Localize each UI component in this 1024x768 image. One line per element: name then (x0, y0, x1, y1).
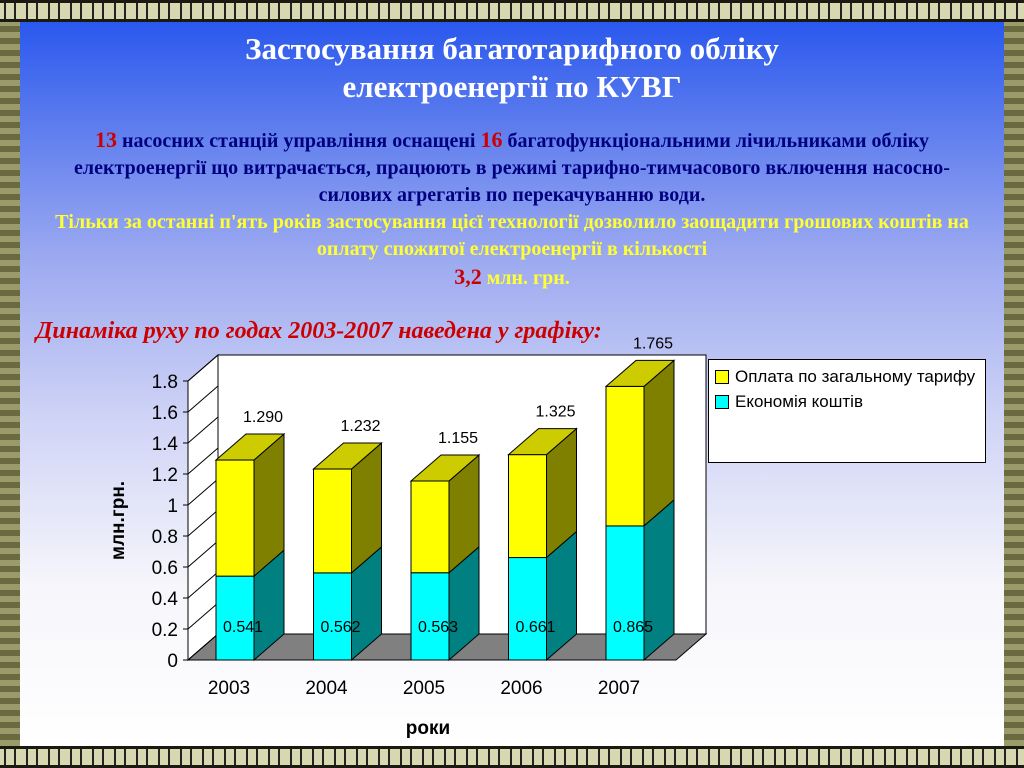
bar-segment-front (411, 573, 449, 660)
data-label-savings: 0.865 (612, 619, 654, 637)
y-tick-label: 0 (167, 651, 178, 672)
x-tick-label: 2006 (500, 678, 543, 699)
bar-segment-front (314, 573, 352, 660)
para-text-2: багатофункціональними лічильниками обліку електроенергії що витрачається, працюють в режимі тарифно-тимчасового включення насосно-силових агрегатів по перекачуванню води. (74, 130, 950, 206)
chart-side-wall (188, 355, 218, 660)
legend-item-savings (715, 391, 979, 412)
y-tick-label: 0.2 (151, 620, 178, 641)
bar-segment-front (606, 386, 644, 526)
x-axis-label: роки (405, 718, 451, 739)
data-label-total: 1.155 (437, 429, 479, 447)
x-tick-label: 2007 (597, 678, 641, 699)
chart-intro: Динаміка руху по годах 2003-2007 наведена у графіку: (36, 318, 602, 344)
bar-segment-front (411, 481, 449, 573)
para-text-1: насосних станцій управління оснащені (116, 130, 481, 152)
data-label-total: 1.290 (242, 409, 284, 427)
savings-text: Тільки за останні п'ять років застосування цієї технології дозволило заощадити грошових коштів на оплату спожитої електроенергії в кількості (55, 211, 969, 260)
savings-amount: 3,2 (454, 264, 482, 289)
x-tick-label: 2005 (402, 678, 446, 699)
legend-swatch-yellow (715, 370, 729, 384)
bar-segment-front (216, 576, 254, 660)
x-tick-label: 2003 (207, 678, 251, 699)
data-label-savings: 0.563 (417, 619, 459, 637)
bar-segment-front (509, 455, 547, 558)
title-line-1: Застосування багатотарифного обліку (245, 31, 779, 66)
meters-count: 16 (480, 127, 503, 152)
data-label-total: 1.232 (340, 418, 381, 436)
data-label-savings: 0.541 (222, 619, 264, 637)
left-decorative-border (0, 22, 20, 746)
bar-segment-front (606, 526, 644, 660)
top-decorative-border (0, 0, 1024, 22)
y-tick-label: 0.8 (151, 527, 178, 548)
y-axis-label: млн.грн. (108, 480, 129, 561)
x-tick-label: 2004 (305, 678, 348, 699)
slide (20, 22, 1004, 746)
legend-item-tariff (715, 366, 979, 387)
data-label-savings: 0.562 (320, 619, 361, 637)
y-tick-label: 1.4 (151, 434, 178, 455)
legend-swatch-cyan (715, 395, 729, 409)
y-tick-label: 0.6 (151, 558, 178, 579)
y-tick-label: 1 (167, 496, 178, 517)
bar-segment-front (314, 469, 352, 573)
y-tick-label: 0.4 (151, 589, 178, 610)
legend-label-savings: Економія коштів (735, 392, 863, 411)
y-tick-label: 1.6 (151, 403, 178, 424)
bar-segment-front (216, 460, 254, 576)
chart-legend (708, 359, 986, 463)
y-tick-label: 1.2 (151, 465, 178, 486)
legend-label-tariff: Оплата по загальному тарифу (735, 367, 976, 386)
y-tick-label: 1.8 (151, 372, 178, 393)
bottom-decorative-border (0, 746, 1024, 768)
bar-segment-front (509, 558, 547, 660)
savings-unit: млн. грн. (481, 267, 570, 289)
bar-segment-side (644, 360, 674, 526)
stations-count: 13 (94, 127, 117, 152)
data-label-total: 1.325 (535, 403, 576, 421)
title-line-2: електроенергії по КУВГ (342, 69, 682, 104)
data-label-savings: 0.661 (515, 619, 556, 637)
right-decorative-border (1004, 22, 1024, 746)
data-label-total: 1.765 (632, 335, 674, 353)
